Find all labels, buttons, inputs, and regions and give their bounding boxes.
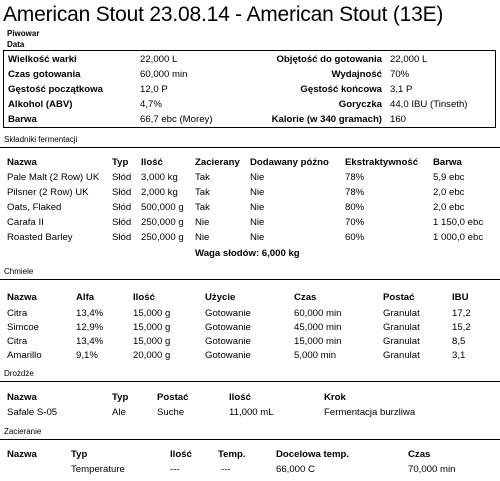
column-header: Typ [71, 449, 88, 460]
spec-label: Wielkość warki [8, 54, 77, 65]
table-cell: 66,000 C [276, 464, 315, 475]
table-cell: 70,000 min [408, 464, 456, 475]
table-cell: 15,000 min [294, 336, 342, 347]
column-header: Temp. [218, 449, 246, 460]
table-cell: Amarillo [7, 350, 42, 361]
table-cell: 500,000 g [141, 202, 184, 213]
table-cell: Suche [157, 407, 185, 418]
section-title: Składniki fermentacji [4, 135, 78, 144]
table-cell: --- [170, 464, 180, 475]
column-header: Nazwa [7, 392, 37, 403]
column-header: Nazwa [7, 157, 37, 168]
table-cell: 250,000 g [141, 232, 184, 243]
column-header: Nazwa [7, 449, 37, 460]
spec-label: Goryczka [338, 99, 382, 110]
table-cell: Nie [195, 232, 210, 243]
column-header: Czas [408, 449, 431, 460]
table-cell: Granulat [383, 336, 420, 347]
mash-section-header [0, 426, 500, 440]
column-header: Czas [294, 292, 317, 303]
section-title: Drożdże [4, 369, 34, 378]
page-title: American Stout 23.08.14 - American Stout (13E) [3, 3, 444, 26]
column-header: Postać [157, 392, 189, 403]
spec-label: Wydajność [331, 69, 382, 80]
table-cell: 250,000 g [141, 217, 184, 228]
table-cell: 3,1 [452, 350, 466, 361]
table-cell: 15,000 g [133, 308, 171, 319]
table-cell: 13,4% [76, 308, 104, 319]
table-cell: Nie [250, 217, 265, 228]
spec-value: 4,7% [140, 99, 162, 110]
section-title: Chmiele [4, 267, 34, 276]
column-header: Typ [112, 157, 129, 168]
table-cell: Tak [195, 172, 210, 183]
column-header: Barwa [433, 157, 462, 168]
spec-value: 22,000 L [390, 54, 428, 65]
table-cell: 15,000 g [133, 322, 171, 333]
hops-section-header [0, 266, 500, 280]
column-header: Nazwa [7, 292, 37, 303]
spec-label: Kalorie (w 340 gramach) [271, 114, 382, 125]
spec-label: Gęstość początkowa [8, 84, 103, 95]
yeast-section-header [0, 368, 500, 382]
table-cell: 13,4% [76, 336, 104, 347]
table-cell: Pilsner (2 Row) UK [7, 187, 89, 198]
spec-value: 44,0 IBU (Tinseth) [390, 99, 468, 110]
brewer-label: Piwowar [7, 29, 40, 38]
column-header: Typ [112, 392, 129, 403]
table-cell: 5,9 ebc [433, 172, 465, 183]
table-cell: Safale S-05 [7, 407, 58, 418]
table-cell: Słód [112, 217, 132, 228]
table-cell: 3,000 kg [141, 172, 178, 183]
table-cell: 60,000 min [294, 308, 342, 319]
table-cell: Słód [112, 172, 132, 183]
table-cell: Nie [250, 232, 265, 243]
spec-value: 66,7 ebc (Morey) [140, 114, 213, 125]
table-cell: Słód [112, 187, 132, 198]
fermentables-total-weight: Waga słodów: 6,000 kg [195, 248, 300, 259]
table-cell: Pale Malt (2 Row) UK [7, 172, 100, 183]
table-cell: 78% [345, 187, 365, 198]
table-cell: Nie [250, 172, 265, 183]
table-cell: 70% [345, 217, 365, 228]
table-cell: Granulat [383, 322, 420, 333]
column-header: Zacierany [195, 157, 240, 168]
table-cell: Granulat [383, 308, 420, 319]
table-cell: --- [221, 464, 231, 475]
column-header: Docelowa temp. [276, 449, 350, 460]
table-cell: Temperature [71, 464, 125, 475]
spec-label: Alkohol (ABV) [8, 99, 73, 110]
table-cell: 60% [345, 232, 365, 243]
table-cell: Słód [112, 232, 132, 243]
table-cell: Oats, Flaked [7, 202, 62, 213]
spec-value: 160 [390, 114, 407, 125]
table-cell: Słód [112, 202, 132, 213]
column-header: Postać [383, 292, 415, 303]
table-cell: 1 150,0 ebc [433, 217, 484, 228]
table-cell: 11,000 mL [229, 407, 274, 418]
table-cell: Gotowanie [205, 308, 251, 319]
column-header: Ilość [229, 392, 251, 403]
table-cell: 15,000 g [133, 336, 171, 347]
table-cell: 8,5 [452, 336, 466, 347]
table-cell: 45,000 min [294, 322, 342, 333]
table-cell: 2,000 kg [141, 187, 178, 198]
table-cell: Gotowanie [205, 322, 251, 333]
spec-label: Barwa [8, 114, 37, 125]
column-header: Użycie [205, 292, 236, 303]
table-cell: Granulat [383, 350, 420, 361]
table-cell: 20,000 g [133, 350, 171, 361]
table-cell: Fermentacja burzliwa [324, 407, 416, 418]
table-cell: Citra [7, 336, 28, 347]
column-header: Alfa [76, 292, 95, 303]
table-cell: Roasted Barley [7, 232, 73, 243]
column-header: Krok [324, 392, 346, 403]
column-header: Ilość [141, 157, 163, 168]
column-header: Ilość [133, 292, 155, 303]
table-cell: Citra [7, 308, 28, 319]
spec-label: Gęstość końcowa [300, 84, 382, 95]
table-cell: 12,9% [76, 322, 104, 333]
table-cell: Nie [195, 217, 210, 228]
section-title: Zacieranie [4, 427, 42, 436]
spec-value: 3,1 P [390, 84, 413, 95]
column-header: Ilość [170, 449, 192, 460]
table-cell: 9,1% [76, 350, 98, 361]
table-cell: Ale [112, 407, 126, 418]
spec-value: 12,0 P [140, 84, 168, 95]
date-label: Data [7, 40, 25, 49]
table-cell: Tak [195, 202, 210, 213]
table-cell: 78% [345, 172, 365, 183]
spec-value: 60,000 min [140, 69, 188, 80]
table-cell: 17,2 [452, 308, 471, 319]
table-cell: Gotowanie [205, 336, 251, 347]
column-header: IBU [452, 292, 469, 303]
table-cell: 1 000,0 ebc [433, 232, 484, 243]
fermentables-section-header [0, 134, 500, 148]
table-cell: 80% [345, 202, 365, 213]
table-cell: 15,2 [452, 322, 471, 333]
table-cell: Simcoe [7, 322, 39, 333]
table-cell: Carafa II [7, 217, 44, 228]
table-cell: Tak [195, 187, 210, 198]
spec-label: Czas gotowania [8, 69, 81, 80]
table-cell: Nie [250, 187, 265, 198]
spec-value: 70% [390, 69, 410, 80]
column-header: Ekstraktywność [345, 157, 419, 168]
spec-label: Objętość do gotowania [276, 54, 382, 65]
table-cell: Gotowanie [205, 350, 251, 361]
table-cell: 2,0 ebc [433, 187, 465, 198]
table-cell: 5,000 min [294, 350, 337, 361]
table-cell: Nie [250, 202, 265, 213]
spec-value: 22,000 L [140, 54, 178, 65]
column-header: Dodawany późno [250, 157, 329, 168]
table-cell: 2,0 ebc [433, 202, 465, 213]
